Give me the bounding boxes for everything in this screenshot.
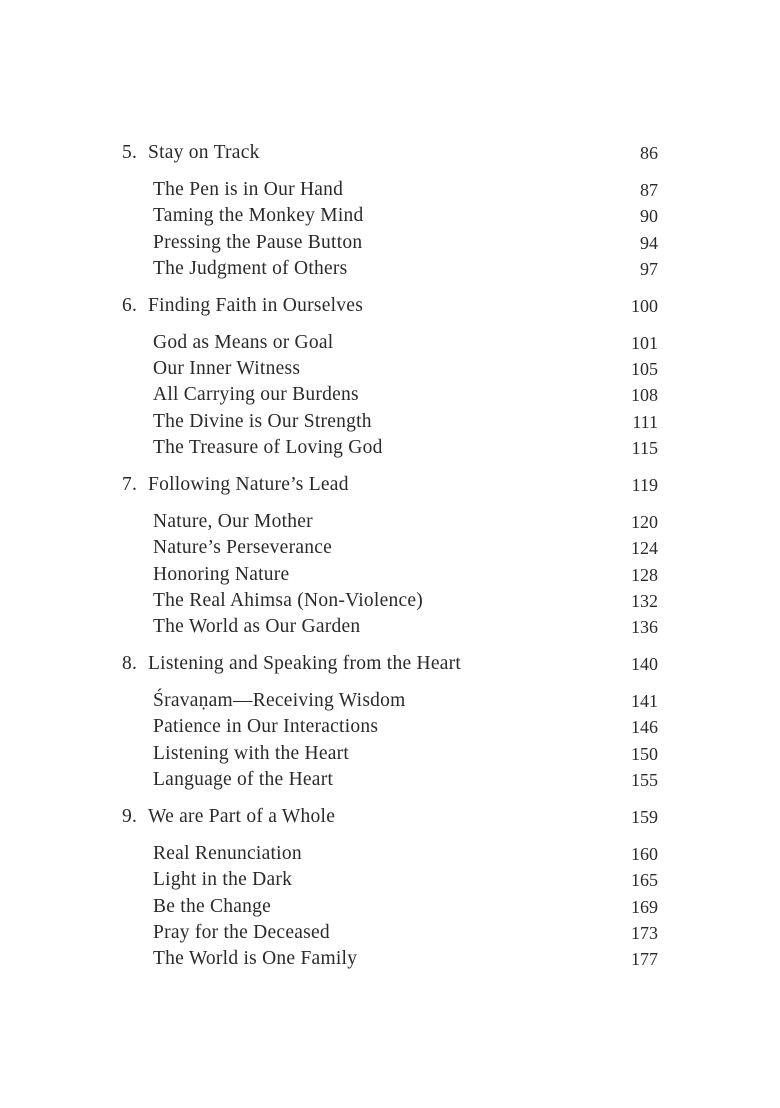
section-entry xyxy=(122,741,658,767)
section-entry xyxy=(122,920,658,946)
section-title: Listening with the Heart xyxy=(153,742,350,764)
section-entry xyxy=(122,330,658,356)
section-entry xyxy=(122,714,658,740)
section-entry xyxy=(122,230,658,256)
section-entry xyxy=(122,409,658,435)
chapter-entry xyxy=(122,651,658,677)
section-title: Our Inner Witness xyxy=(153,358,301,380)
section-title: Patience in Our Interactions xyxy=(153,716,379,738)
section-entry xyxy=(122,841,658,867)
page-number: 159 xyxy=(631,807,658,828)
section-entry xyxy=(122,688,658,714)
page-number: 119 xyxy=(631,475,658,496)
section-entry xyxy=(122,356,658,382)
page-number: 108 xyxy=(631,385,658,406)
section-title: Be the Change xyxy=(153,895,272,917)
section-title: The Divine is Our Strength xyxy=(153,410,372,432)
section-title: Language of the Heart xyxy=(153,769,334,791)
page-number: 165 xyxy=(631,870,658,891)
section-title: Pray for the Deceased xyxy=(153,921,330,943)
chapter-entry xyxy=(122,140,658,166)
page-number: 111 xyxy=(632,411,658,432)
page-number: 115 xyxy=(631,438,658,459)
section-entry xyxy=(122,382,658,408)
chapter-entry xyxy=(122,472,658,498)
page-number: 128 xyxy=(631,564,658,585)
page-number: 101 xyxy=(631,332,658,353)
section-entry xyxy=(122,614,658,640)
section-title: Pressing the Pause Button xyxy=(153,231,363,253)
page-number: 90 xyxy=(640,206,658,227)
section-title: The Real Ahimsa (Non-Violence) xyxy=(153,589,424,611)
section-title: Real Renunciation xyxy=(153,843,302,865)
section-entry xyxy=(122,535,658,561)
page-number: 105 xyxy=(631,359,658,380)
section-entry xyxy=(122,946,658,972)
page-number: 132 xyxy=(631,590,658,611)
section-title: The Judgment of Others xyxy=(153,257,348,279)
page-number: 100 xyxy=(631,295,658,316)
section-entry xyxy=(122,562,658,588)
section-entry xyxy=(122,435,658,461)
section-entry xyxy=(122,767,658,793)
page-number: 136 xyxy=(631,617,658,638)
section-title: The Pen is in Our Hand xyxy=(153,178,344,200)
chapter-section xyxy=(122,804,658,972)
page-number: 97 xyxy=(640,258,658,279)
chapter-section xyxy=(122,293,658,461)
section-title: Nature’s Perseverance xyxy=(153,537,333,559)
section-title: Honoring Nature xyxy=(153,563,290,585)
chapter-number: 8. xyxy=(122,653,138,675)
chapter-section xyxy=(122,651,658,793)
page-number: 141 xyxy=(631,691,658,712)
chapter-number: 7. xyxy=(122,474,138,496)
page-number: 140 xyxy=(631,654,658,675)
page-number: 173 xyxy=(631,922,658,943)
chapter-entry xyxy=(122,804,658,830)
chapter-title: Listening and Speaking from the Heart xyxy=(148,653,462,675)
page-number: 169 xyxy=(631,896,658,917)
section-entry xyxy=(122,203,658,229)
section-title: The World as Our Garden xyxy=(153,616,361,638)
page-number: 160 xyxy=(631,844,658,865)
page-number: 87 xyxy=(640,179,658,200)
page-number: 120 xyxy=(631,512,658,532)
chapter-title: Finding Faith in Ourselves xyxy=(148,294,364,316)
section-title: Taming the Monkey Mind xyxy=(153,205,364,227)
page-number: 177 xyxy=(631,949,658,970)
section-title: All Carrying our Burdens xyxy=(153,384,359,406)
page-number: 150 xyxy=(631,743,658,764)
chapter-title: We are Part of a Whole xyxy=(148,806,336,828)
section-title: Light in the Dark xyxy=(153,869,293,891)
page-number: 94 xyxy=(640,232,658,253)
section-entry xyxy=(122,894,658,920)
page-number: 124 xyxy=(631,538,658,559)
section-entry xyxy=(122,256,658,282)
section-entry xyxy=(122,588,658,614)
section-entry xyxy=(122,867,658,893)
page-number: 155 xyxy=(631,770,658,791)
section-title: Nature, Our Mother xyxy=(153,511,313,532)
chapter-section xyxy=(122,472,658,640)
chapter-title: Following Nature’s Lead xyxy=(148,474,349,496)
section-title: God as Means or Goal xyxy=(153,331,334,353)
section-entry xyxy=(122,509,658,535)
table-of-contents xyxy=(122,140,658,983)
section-title: The World is One Family xyxy=(153,948,358,970)
chapter-number: 6. xyxy=(122,294,138,316)
chapter-entry xyxy=(122,293,658,319)
chapter-number: 5. xyxy=(122,142,138,163)
section-entry xyxy=(122,177,658,203)
chapter-section xyxy=(122,140,658,282)
section-title: The Treasure of Loving God xyxy=(153,437,383,459)
chapter-number: 9. xyxy=(122,806,138,828)
page-number: 86 xyxy=(640,143,658,163)
chapter-title: Stay on Track xyxy=(148,142,260,163)
section-title: Śravaṇam—Receiving Wisdom xyxy=(153,690,406,712)
page-number: 146 xyxy=(631,717,658,738)
